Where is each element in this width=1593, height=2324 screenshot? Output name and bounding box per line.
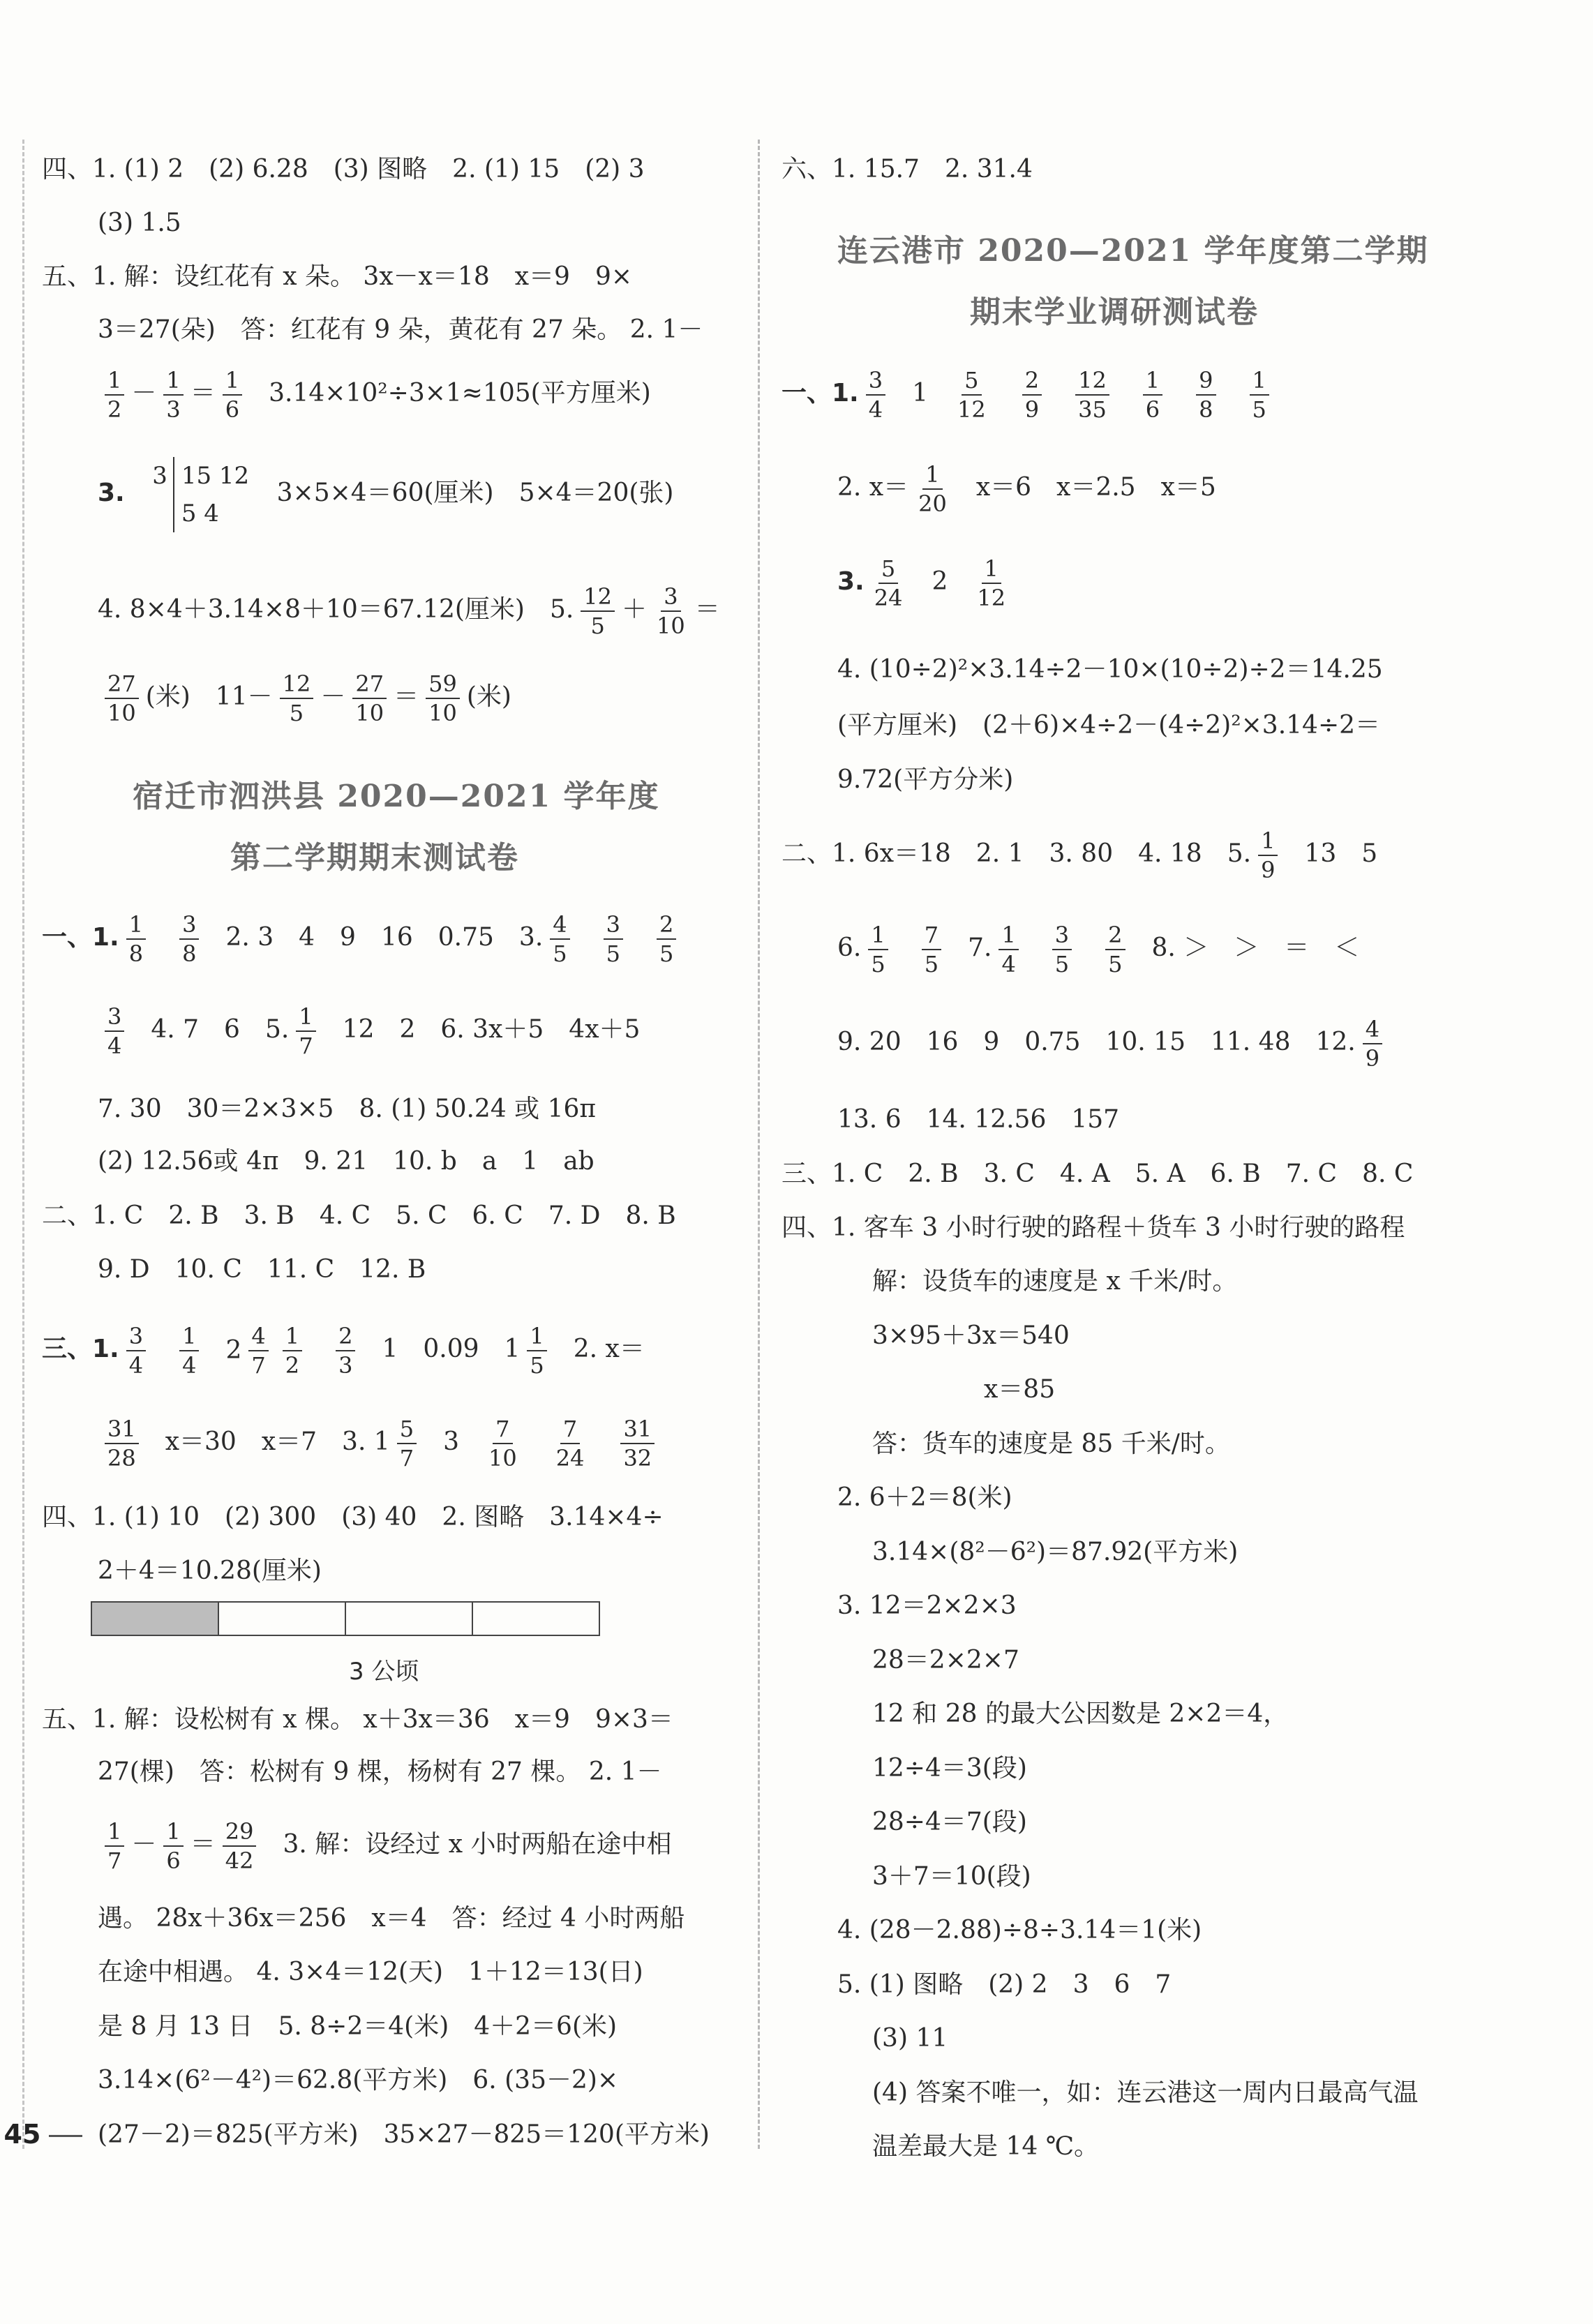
fraction: $\frac{1}{20}$ bbox=[918, 461, 947, 517]
answer-line: 27(棵) 答：松树有 9 棵，杨树有 27 棵。 2. 1－ bbox=[98, 1757, 662, 1786]
answer-line: 遇。 28x＋36x＝256 x＝4 答：经过 4 小时两船 bbox=[98, 1904, 685, 1933]
answer-line: 2. 6＋2＝8(米) bbox=[837, 1483, 1012, 1512]
bar-cell bbox=[219, 1603, 346, 1635]
fraction: $\frac{3}{5}$ bbox=[604, 910, 623, 968]
fraction: $\frac{1}{6}$ bbox=[1143, 366, 1162, 423]
page-number: 45 bbox=[3, 2119, 41, 2150]
answer-line: x＝85 bbox=[984, 1375, 1056, 1404]
fraction: $\frac{1}{7}$ bbox=[105, 1817, 124, 1875]
answer-line: 三、1. $\frac{3}{4}$ $\frac{1}{4}$ 2 $\frac{4}{7}$ $\frac{1}{2}$ $\frac{2}{3}$ 1 0.09 1 $\frac{1}{5}$ 2. x＝ bbox=[42, 1323, 645, 1379]
fraction: $\frac{5}{24}$ bbox=[874, 555, 903, 611]
answer-line: (3) 11 bbox=[872, 2024, 948, 2053]
left-margin-dashed-line bbox=[22, 140, 24, 2149]
answer-line: 3.14×(6²－4²)＝62.8(平方米) 6. (35－2)× bbox=[98, 2066, 619, 2094]
mixed-number: 2 $\frac{4}{7}$ bbox=[225, 1322, 275, 1379]
answer-line: 12 和 28 的最大公因数是 2×2＝4， bbox=[872, 1700, 1289, 1728]
fraction: $\frac{59}{10}$ bbox=[426, 670, 460, 727]
answer-line: $\frac{1}{2}$ － $\frac{1}{3}$ ＝ $\frac{1}{6}$ 3.14×10²÷3×1≈105(平方厘米) bbox=[98, 366, 651, 423]
section-heading: 连云港市 2020—2021 学年度第二学期 bbox=[837, 233, 1429, 269]
fraction: $\frac{3}{4}$ bbox=[126, 1322, 146, 1379]
fraction: $\frac{27}{10}$ bbox=[352, 670, 387, 727]
answer-line: 三、1. C 2. B 3. C 4. A 5. A 6. B 7. C 8. C bbox=[781, 1160, 1414, 1188]
answer-line: (27－2)＝825(平方米) 35×27－825＝120(平方米) bbox=[98, 2120, 710, 2149]
fraction: $\frac{1}{5}$ bbox=[868, 921, 888, 978]
fraction: $\frac{31}{32}$ bbox=[620, 1415, 655, 1472]
fraction: $\frac{1}{2}$ bbox=[283, 1322, 302, 1379]
answer-line: 五、1. 解：设松树有 x 棵。 x＋3x＝36 x＝9 9×3＝ bbox=[42, 1705, 673, 1734]
answer-line: 4. (10÷2)²×3.14÷2－10×(10÷2)÷2＝14.25 bbox=[837, 655, 1383, 684]
fraction: $\frac{1}{5}$ bbox=[1250, 366, 1269, 423]
page-number-dash bbox=[49, 2135, 82, 2137]
answer-line: 2＋4＝10.28(厘米) bbox=[98, 1557, 322, 1585]
answer-line: 7. 30 30＝2×3×5 8. (1) 50.24 或 16π bbox=[98, 1095, 597, 1123]
answer-line: 3＋7＝10(段) bbox=[872, 1862, 1031, 1891]
answer-line: 解：设货车的速度是 x 千米/时。 bbox=[872, 1267, 1238, 1296]
fraction: $\frac{5}{12}$ bbox=[957, 367, 986, 423]
fraction: $\frac{7}{5}$ bbox=[922, 921, 941, 978]
answer-line: $\frac{1}{7}$ － $\frac{1}{6}$ ＝ $\frac{29}{42}$ 3. 解：设经过 x 小时两船在途中相 bbox=[98, 1817, 671, 1875]
answer-line: 28＝2×2×7 bbox=[872, 1646, 1019, 1674]
answer-line: 二、1. C 2. B 3. B 4. C 5. C 6. C 7. D 8. B bbox=[42, 1201, 676, 1230]
fraction: $\frac{2}{9}$ bbox=[1022, 366, 1042, 423]
short-division: 3 15 12 5 4 bbox=[152, 457, 249, 532]
answer-line: 3＝27(朵) 答：红花有 9 朵，黄花有 27 朵。 2. 1－ bbox=[98, 315, 703, 344]
answer-line: 4. (28－2.88)÷8÷3.14＝1(米) bbox=[837, 1916, 1202, 1944]
answer-line: 3. $\frac{5}{24}$ 2 $\frac{1}{12}$ bbox=[837, 555, 1015, 612]
fraction: $\frac{1}{3}$ bbox=[163, 366, 183, 423]
answer-line: (3) 1.5 bbox=[98, 209, 181, 237]
fraction: $\frac{1}{7}$ bbox=[296, 1003, 315, 1060]
answer-line: 是 8 月 13 日 5. 8÷2＝4(米) 4＋2＝6(米) bbox=[98, 2012, 618, 2041]
fraction: $\frac{1}{5}$ bbox=[527, 1322, 546, 1379]
fraction: $\frac{1}{4}$ bbox=[179, 1322, 199, 1379]
fraction: $\frac{7}{24}$ bbox=[555, 1416, 585, 1471]
fraction: $\frac{4}{5}$ bbox=[550, 910, 569, 968]
fraction: $\frac{12}{5}$ bbox=[280, 670, 314, 727]
answer-line: (4) 答案不唯一，如：连云港这一周内日最高气温 bbox=[872, 2078, 1419, 2107]
answer-line: 28÷4＝7(段) bbox=[872, 1808, 1027, 1836]
answer-line: 在途中相遇。 4. 3×4＝12(天) 1＋12＝13(日) bbox=[98, 1958, 643, 1986]
answer-line: (2) 12.56或 4π 9. 21 10. b a 1 ab bbox=[98, 1147, 594, 1176]
answer-line: 6. $\frac{1}{5}$ $\frac{7}{5}$ 7. $\frac{1}{4}$ $\frac{3}{5}$ $\frac{2}{5}$ 8. ＞ ＞ ＝ ＜ bbox=[837, 922, 1360, 977]
answer-line: 9. 20 16 9 0.75 10. 15 11. 48 12. $\frac{4}{9}$ bbox=[837, 1015, 1389, 1072]
bar-cell bbox=[473, 1603, 599, 1635]
answer-line: 一、1. $\frac{3}{4}$ 1 $\frac{5}{12}$ $\frac{2}{9}$ $\frac{12}{35}$ $\frac{1}{6}$ $\frac{9}{8}$ $\frac{1}{5}$ bbox=[781, 366, 1276, 423]
fraction: $\frac{29}{42}$ bbox=[223, 1817, 257, 1875]
answer-line: 3. 12＝2×2×3 bbox=[837, 1591, 1017, 1620]
fraction: $\frac{12}{5}$ bbox=[581, 583, 615, 640]
fraction: $\frac{3}{10}$ bbox=[657, 583, 685, 639]
fraction: $\frac{12}{35}$ bbox=[1075, 366, 1109, 423]
answer-line: 一、1. $\frac{1}{8}$ $\frac{3}{8}$ 2. 3 4 9 16 0.75 3. $\frac{4}{5}$ $\frac{3}{5}$ $\frac{2}{5}$ bbox=[42, 910, 683, 968]
answer-line: $\frac{27}{10}$ (米) 11－ $\frac{12}{5}$ － $\frac{27}{10}$ ＝ $\frac{59}{10}$ (米) bbox=[98, 670, 511, 727]
fraction: $\frac{3}{5}$ bbox=[1052, 921, 1072, 978]
fraction: $\frac{1}{12}$ bbox=[977, 555, 1006, 611]
answer-line: 3.14×(8²－6²)＝87.92(平方米) bbox=[872, 1538, 1239, 1566]
fraction: $\frac{3}{4}$ bbox=[105, 1003, 124, 1060]
section-heading: 期末学业调研测试卷 bbox=[970, 294, 1259, 330]
answer-line: 2. x＝ $\frac{1}{20}$ x＝6 x＝2.5 x＝5 bbox=[837, 461, 1216, 517]
fraction: $\frac{5}{7}$ bbox=[397, 1415, 417, 1472]
area-bar-diagram bbox=[91, 1601, 600, 1636]
answer-line: 五、1. 解：设红花有 x 朵。 3x－x＝18 x＝9 9× bbox=[42, 262, 633, 291]
fraction: $\frac{7}{10}$ bbox=[488, 1416, 517, 1471]
answer-line: 3. 3 15 12 5 4 3×5×4＝60(厘米) 5×4＝20(张) bbox=[98, 457, 673, 532]
fraction: $\frac{1}{6}$ bbox=[223, 366, 242, 423]
answer-line: 温差最大是 14 ℃。 bbox=[872, 2132, 1099, 2161]
bar-label: 3 公顷 bbox=[349, 1658, 419, 1686]
fraction: $\frac{4}{9}$ bbox=[1363, 1015, 1382, 1072]
answer-line: 9.72(平方分米) bbox=[837, 765, 1014, 794]
answer-line: $\frac{31}{28}$ x＝30 x＝7 3. 1 $\frac{5}{7}$ 3 $\frac{7}{10}$ $\frac{7}{24}$ $\frac{31}{32}$ bbox=[98, 1415, 661, 1472]
answer-line: 答：货车的速度是 85 千米/时。 bbox=[872, 1430, 1230, 1458]
answer-line: 四、1. (1) 2 (2) 6.28 (3) 图略 2. (1) 15 (2) 3 bbox=[42, 155, 645, 183]
fraction: $\frac{2}{5}$ bbox=[1105, 921, 1125, 978]
answer-line: 四、1. 客车 3 小时行驶的路程＋货车 3 小时行驶的路程 bbox=[781, 1213, 1405, 1242]
answer-line: 13. 6 14. 12.56 157 bbox=[837, 1105, 1120, 1134]
answer-line: 5. (1) 图略 (2) 2 3 6 7 bbox=[837, 1970, 1172, 1999]
answer-line: 六、1. 15.7 2. 31.4 bbox=[781, 155, 1033, 183]
answer-line: 3×95＋3x＝540 bbox=[872, 1321, 1070, 1350]
fraction: $\frac{3}{4}$ bbox=[866, 366, 885, 423]
fraction: $\frac{2}{3}$ bbox=[336, 1322, 355, 1379]
section-heading: 第二学期期末测试卷 bbox=[230, 840, 519, 876]
fraction: $\frac{1}{4}$ bbox=[999, 921, 1018, 978]
fraction: $\frac{1}{9}$ bbox=[1258, 827, 1278, 884]
answer-line: 二、1. 6x＝18 2. 1 3. 80 4. 18 5. $\frac{1}{9}$ 13 5 bbox=[781, 827, 1378, 883]
fraction: $\frac{3}{8}$ bbox=[179, 910, 199, 968]
fraction: $\frac{2}{5}$ bbox=[657, 910, 676, 968]
fraction: $\frac{31}{28}$ bbox=[105, 1415, 139, 1472]
bar-cell bbox=[346, 1603, 473, 1635]
answer-line: 4. 8×4＋3.14×8＋10＝67.12(厘米) 5. $\frac{12}{5}$ ＋ $\frac{3}{10}$ ＝ bbox=[98, 583, 720, 639]
fraction: $\frac{1}{2}$ bbox=[105, 366, 124, 423]
fraction: $\frac{27}{10}$ bbox=[105, 670, 139, 727]
fraction: $\frac{1}{6}$ bbox=[163, 1817, 183, 1875]
answer-line: $\frac{3}{4}$ 4. 7 6 5. $\frac{1}{7}$ 12 2 6. 3x＋5 4x＋5 bbox=[98, 1003, 640, 1060]
answer-line: 12÷4＝3(段) bbox=[872, 1754, 1027, 1783]
answer-line: (平方厘米) (2＋6)×4÷2－(4÷2)²×3.14÷2＝ bbox=[837, 711, 1381, 740]
section-heading: 宿迁市泗洪县 2020—2021 学年度 bbox=[133, 779, 660, 814]
bar-cell-shaded bbox=[92, 1603, 219, 1635]
answer-line: 9. D 10. C 11. C 12. B bbox=[98, 1255, 426, 1284]
fraction: $\frac{9}{8}$ bbox=[1196, 366, 1216, 423]
answer-line: 四、1. (1) 10 (2) 300 (3) 40 2. 图略 3.14×4÷ bbox=[42, 1503, 664, 1531]
fraction: $\frac{1}{8}$ bbox=[126, 910, 146, 968]
column-divider bbox=[758, 140, 760, 2149]
